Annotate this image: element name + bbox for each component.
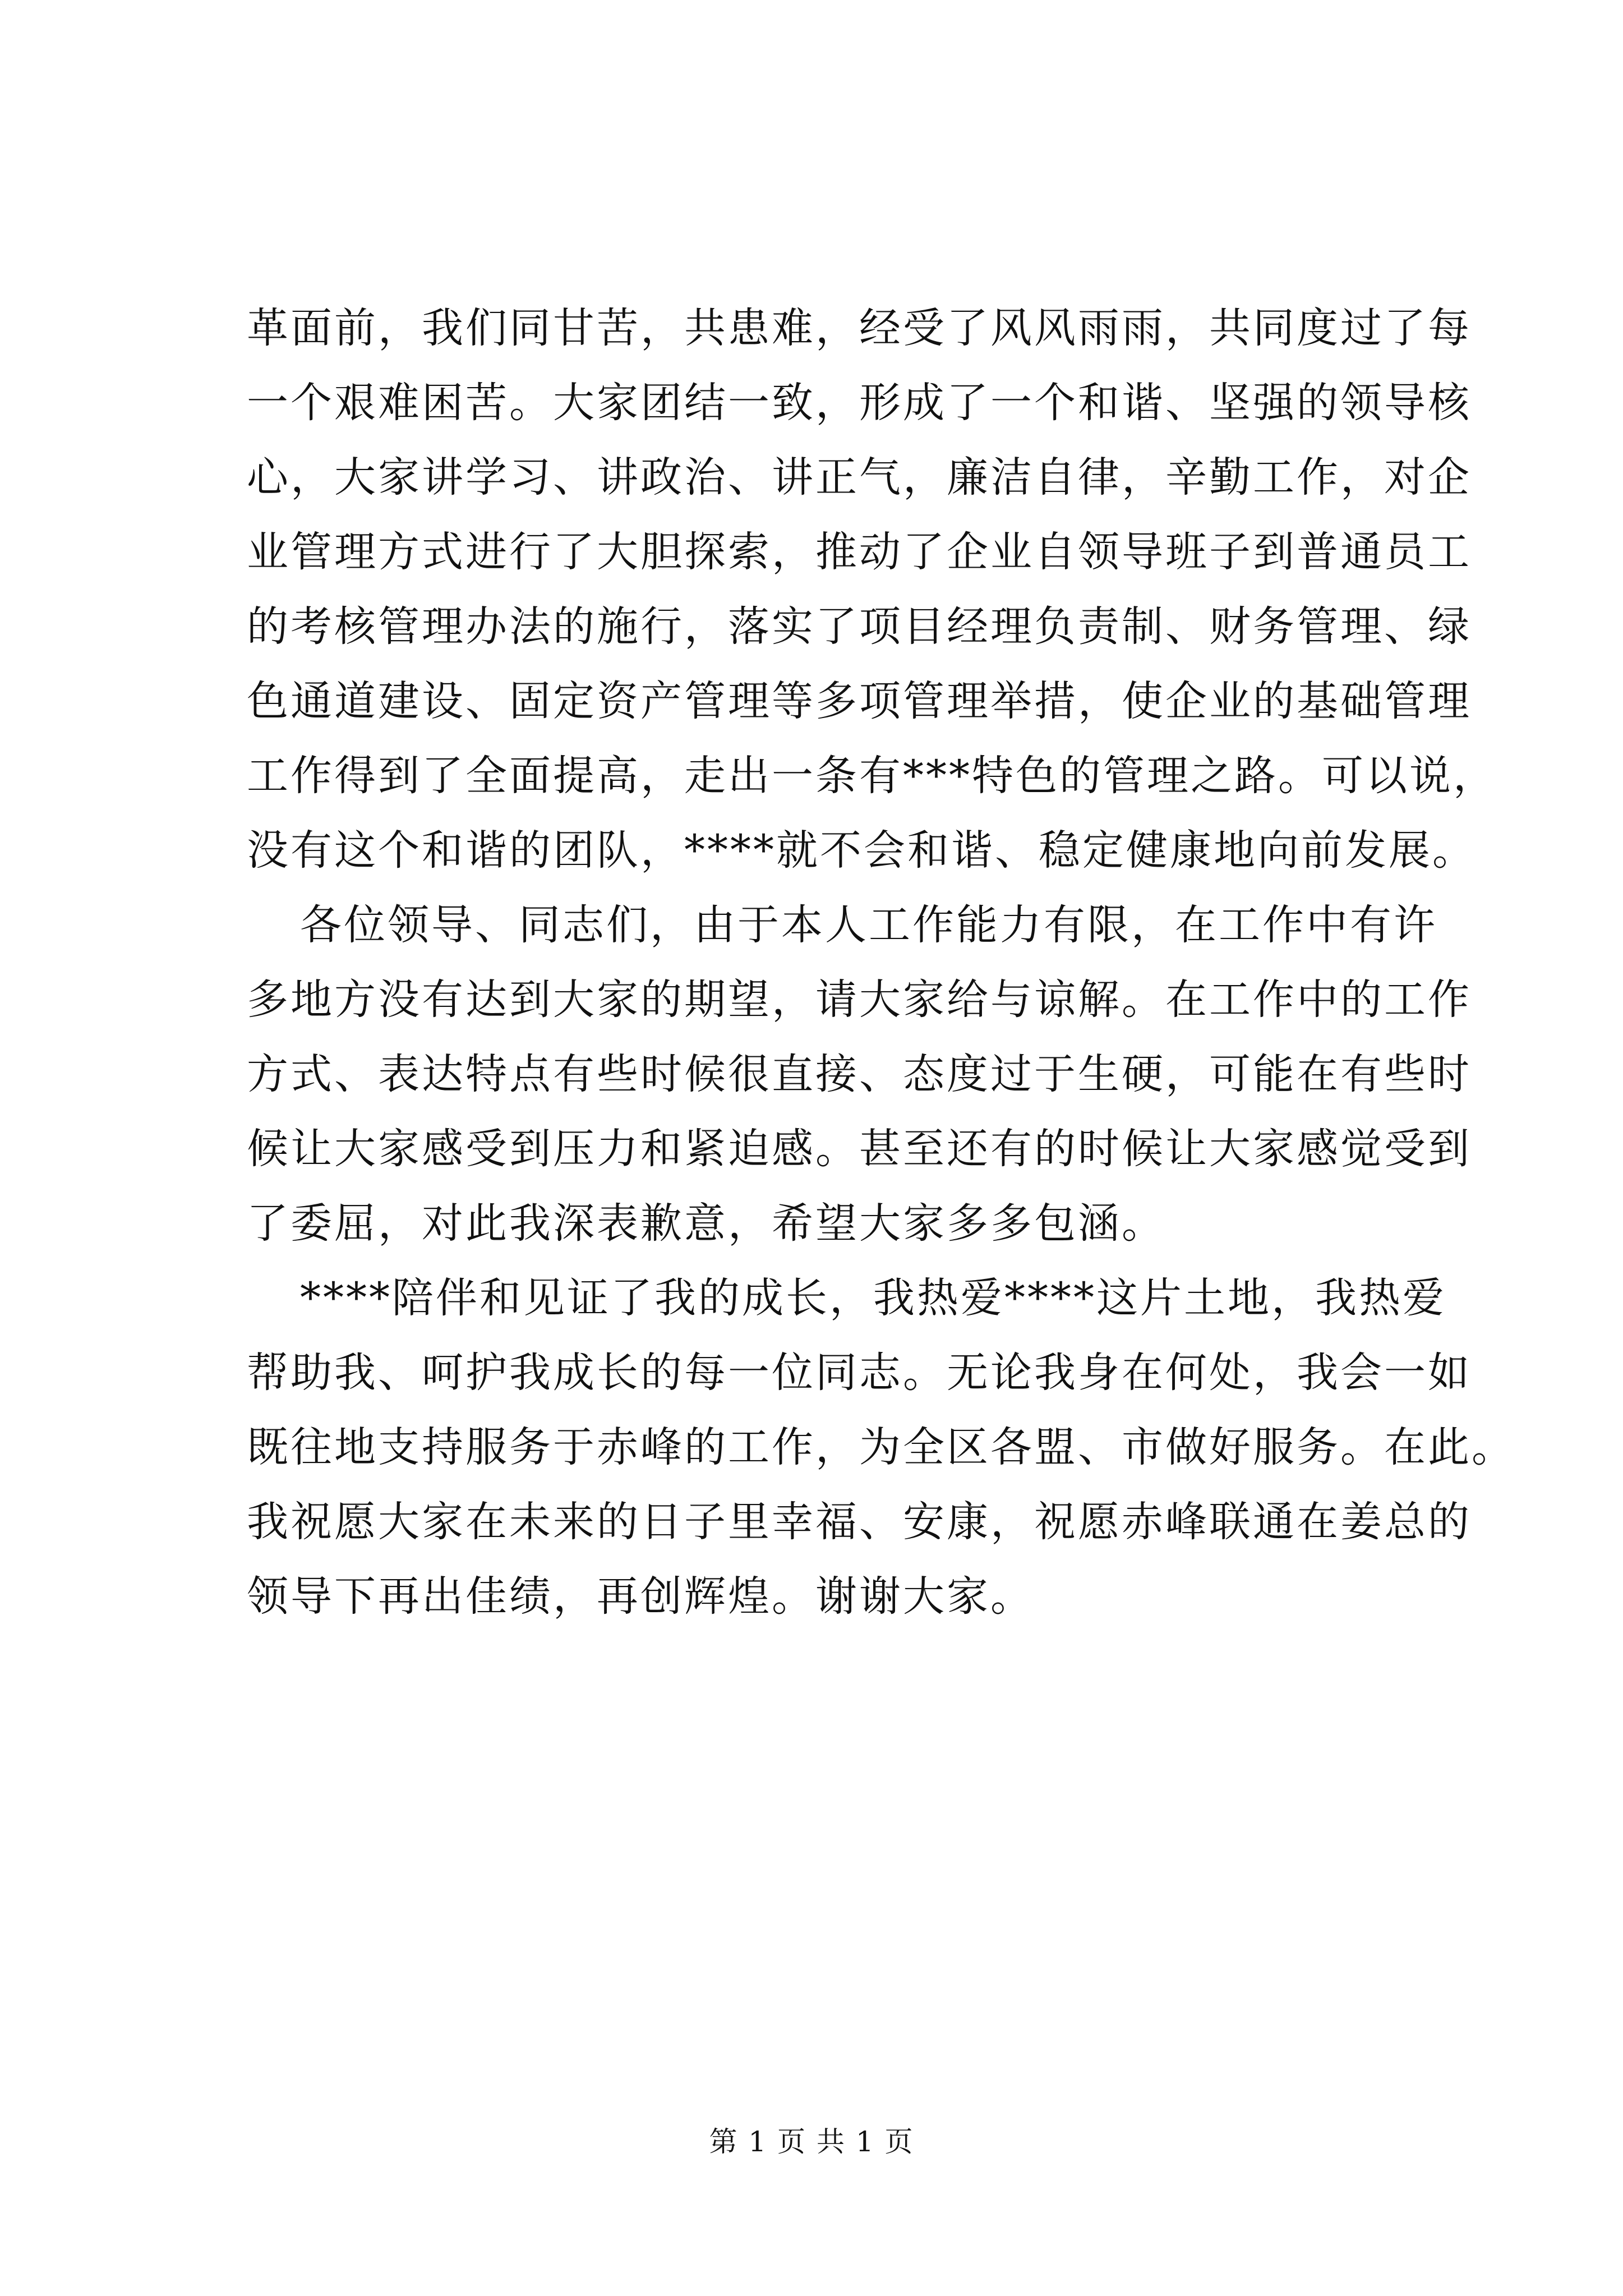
- paragraph-1-line-7: 工作得到了全面提高，走出一条有***特色的管理之路。可以说，: [247, 752, 1497, 800]
- page-footer: 第 1 页 共 1 页: [709, 2125, 914, 2158]
- paragraph-1-line-4: 业管理方式进行了大胆探索，推动了企业自领导班子到普通员工: [247, 528, 1472, 576]
- paragraph-1-line-2: 一个艰难困苦。大家团结一致，形成了一个和谐、坚强的领导核: [247, 379, 1472, 427]
- paragraph-2-line-3: 方式、表达特点有些时候很直接、态度过于生硬，可能在有些时: [247, 1050, 1472, 1098]
- paragraph-3-line-4: 我祝愿大家在未来的日子里幸福、安康，祝愿赤峰联通在姜总的: [247, 1498, 1472, 1546]
- paragraph-2-line-1: 各位领导、同志们，由于本人工作能力有限，在工作中有许: [300, 901, 1437, 949]
- paragraph-2-line-5: 了委屈，对此我深表歉意，希望大家多多包涵。: [247, 1199, 1165, 1248]
- paragraph-2-line-2: 多地方没有达到大家的期望，请大家给与谅解。在工作中的工作: [247, 976, 1472, 1024]
- paragraph-1-line-3: 心，大家讲学习、讲政治、讲正气，廉洁自律，辛勤工作，对企: [247, 453, 1472, 501]
- paragraph-3-line-3: 既往地支持服务于赤峰的工作，为全区各盟、市做好服务。在此。: [247, 1423, 1515, 1471]
- paragraph-3-line-2: 帮助我、呵护我成长的每一位同志。无论我身在何处，我会一如: [247, 1349, 1472, 1397]
- paragraph-3-line-5: 领导下再出佳绩，再创辉煌。谢谢大家。: [247, 1572, 1034, 1621]
- paragraph-1-line-8: 没有这个和谐的团队，****就不会和谐、稳定健康地向前发展。: [247, 826, 1476, 875]
- paragraph-3-line-1: ****陪伴和见证了我的成长，我热爱****这片土地，我热爱: [300, 1274, 1446, 1322]
- paragraph-2-line-4: 候让大家感受到压力和紧迫感。甚至还有的时候让大家感觉受到: [247, 1125, 1472, 1173]
- paragraph-1-line-6: 色通道建设、固定资产管理等多项管理举措，使企业的基础管理: [247, 677, 1472, 725]
- paragraph-1-line-1: 革面前，我们同甘苦，共患难，经受了风风雨雨，共同度过了每: [247, 304, 1472, 352]
- paragraph-1-line-5: 的考核管理办法的施行，落实了项目经理负责制、财务管理、绿: [247, 602, 1472, 651]
